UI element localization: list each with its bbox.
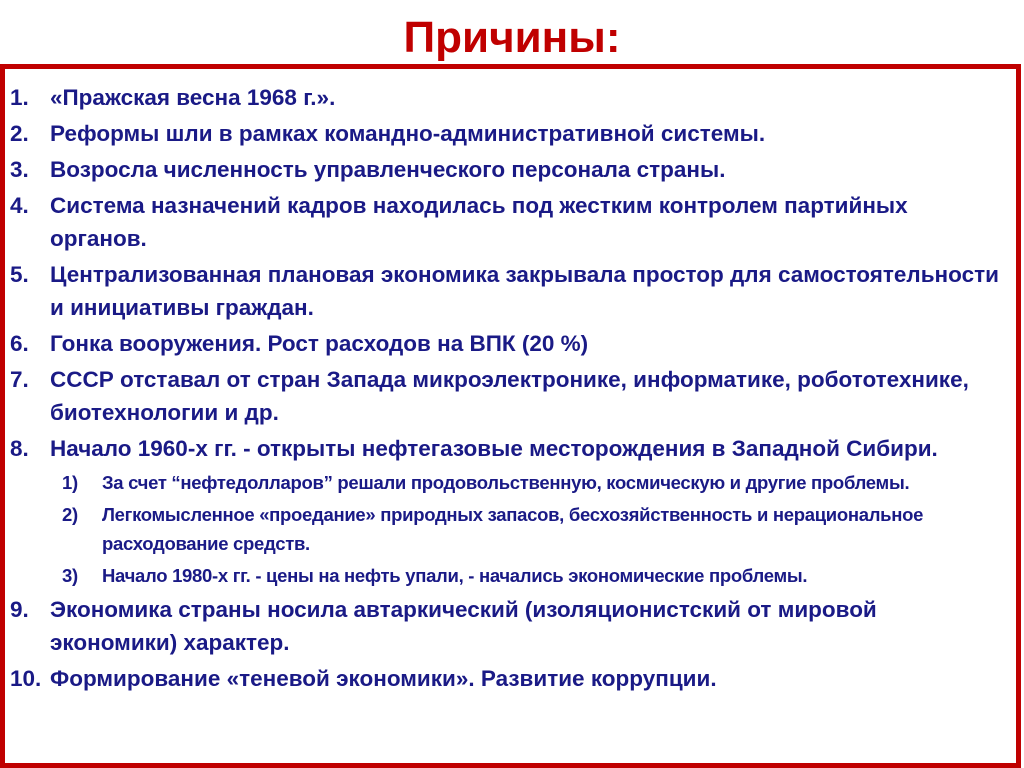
list-item — [10, 117, 1010, 150]
item-number: 1. — [10, 85, 29, 110]
item-text: «Пражская весна 1968 г.». — [50, 85, 336, 110]
item-number: 9. — [10, 597, 29, 622]
list-item — [10, 593, 1010, 659]
item-text: СССР отставал от стран Запада микроэлектронике, информатике, робототехнике, биотехнологии и др. — [50, 367, 969, 425]
item-text: Система назначений кадров находилась под жестким контролем партийных органов. — [50, 193, 908, 251]
sub-item-text: Начало 1980-х гг. - цены на нефть упали, - начались экономические проблемы. — [102, 565, 808, 586]
item-number: 3. — [10, 157, 29, 182]
list-item — [10, 153, 1010, 186]
item-text: Начало 1960-х гг. - открыты нефтегазовые месторождения в Западной Сибири. — [50, 436, 938, 461]
item-number: 8. — [10, 436, 29, 461]
sub-item-number: 2) — [62, 504, 78, 525]
list-item — [10, 189, 1010, 255]
sub-item-text: За счет “нефтедолларов” решали продовольственную, космическую и другие проблемы. — [102, 472, 910, 493]
item-number: 4. — [10, 193, 29, 218]
item-number: 10. — [10, 666, 42, 691]
item-number: 2. — [10, 121, 29, 146]
sub-item-number: 1) — [62, 472, 78, 493]
sub-item-number: 3) — [62, 565, 78, 586]
sub-list-item — [62, 468, 1010, 497]
slide-title: Причины: — [403, 13, 621, 62]
item-number: 5. — [10, 262, 29, 287]
list-item — [10, 662, 1010, 695]
list-item — [10, 81, 1010, 114]
item-text: Реформы шли в рамках командно-административной системы. — [50, 121, 766, 146]
item-text: Гонка вооружения. Рост расходов на ВПК (20 %) — [50, 331, 589, 356]
item-text: Централизованная плановая экономика закрывала простор для самостоятельности и инициативы граждан. — [50, 262, 999, 320]
sub-item-text: Легкомысленное «проедание» природных запасов, бесхозяйственность и нерациональное расходование средств. — [102, 504, 924, 554]
item-number: 7. — [10, 367, 29, 392]
item-text: Возросла численность управленческого персонала страны. — [50, 157, 726, 182]
sub-list-item — [62, 561, 1010, 590]
list-item — [10, 363, 1010, 429]
item-text: Формирование «теневой экономики». Развитие коррупции. — [50, 666, 717, 691]
list-item — [10, 432, 1010, 465]
content-frame — [0, 64, 1021, 768]
item-number: 6. — [10, 331, 29, 356]
causes-list — [10, 81, 1010, 698]
sub-list-item — [62, 500, 1010, 558]
item-text: Экономика страны носила автаркический (изоляционистский от мировой экономики) характер. — [50, 597, 877, 655]
list-item — [10, 258, 1010, 324]
list-item — [10, 327, 1010, 360]
